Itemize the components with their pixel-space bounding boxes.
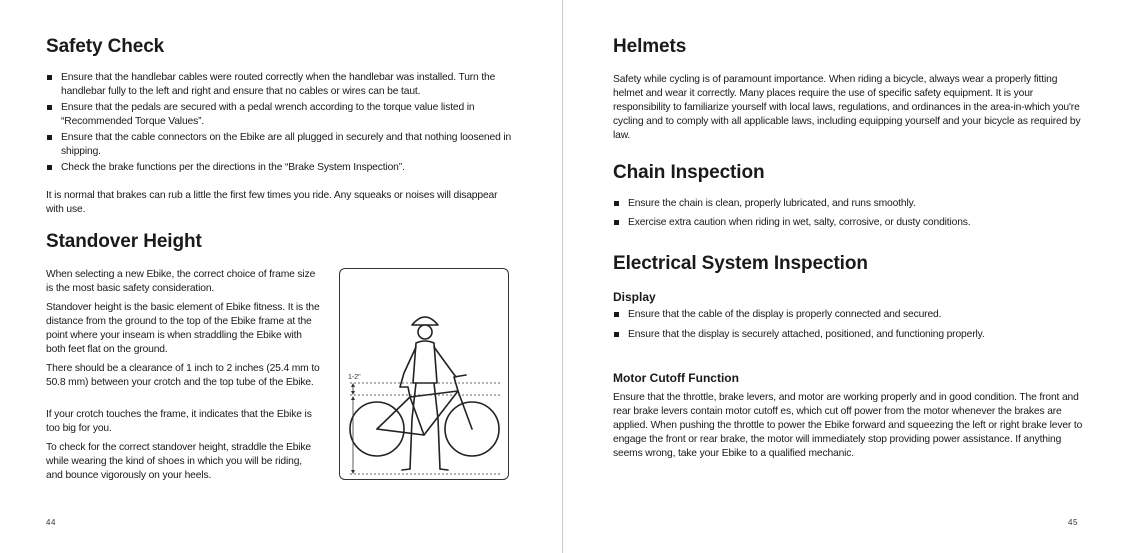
page-number: 44 xyxy=(46,518,56,527)
chain-inspection-heading: Chain Inspection xyxy=(613,162,765,183)
helmets-heading: Helmets xyxy=(613,36,687,57)
clearance-label: 1-2" xyxy=(348,374,361,381)
rider-on-bike-icon xyxy=(340,269,510,481)
left-page xyxy=(0,0,562,553)
list-item: Ensure that the cable connectors on the Ebike are all plugged in securely and that nothing loosened in shipping. xyxy=(46,131,516,159)
standover-paragraph: To check for the correct standover height, straddle the Ebike while wearing the kind of shoes in which you will be riding, and bounce vigorously on your heels. xyxy=(46,442,312,481)
standover-paragraph: Standover height is the basic element of Ebike fitness. It is the distance from the ground to the top of the Ebike frame at the point where your inseam is when straddling the Ebike with both feet flat on the ground. xyxy=(46,302,320,355)
motor-cutoff-text: Ensure that the throttle, brake levers, and motor are working properly and in good condition. The front and rear brake levers contain motor cutoff es, which cut off power from the motor whenever the brakes are applied. When pushing the throttle to power the Ebike forward and squeezing the left or right brake lever to engage the front or rear brake, the motor will immediately stop providing power assistance. If anything seems wrong, take your Ebike to a qualified mechanic. xyxy=(613,392,1083,459)
list-item: Check the brake functions per the directions in the “Brake System Inspection”. xyxy=(46,161,516,175)
standover-height-heading: Standover Height xyxy=(46,231,202,252)
display-list xyxy=(613,308,1083,344)
helmets-text: Safety while cycling is of paramount importance. When riding a bicycle, always wear a properly fitting helmet and wear it correctly. Many places require the use of specific safety equipment. It is your responsibility to familiarize yourself with local laws, regulations, and ordinances in the area-in-which you're cycling and to comply with all applicable laws, including equipping yourself and your bicycle as required by law. xyxy=(613,74,1081,141)
right-page xyxy=(564,0,1127,553)
chain-inspection-list xyxy=(613,197,1083,232)
safety-check-list xyxy=(46,71,516,177)
list-item: Ensure that the display is securely attached, positioned, and functioning properly. xyxy=(613,328,1083,342)
list-item: Ensure that the cable of the display is properly connected and secured. xyxy=(613,308,1083,322)
display-subheading: Display xyxy=(613,290,656,304)
list-item: Ensure the chain is clean, properly lubricated, and runs smoothly. xyxy=(613,197,1083,211)
electrical-system-heading: Electrical System Inspection xyxy=(613,253,868,274)
list-item: Ensure that the pedals are secured with a pedal wrench according to the torque value listed in “Recommended Torque Values”. xyxy=(46,101,516,129)
standover-paragraph: When selecting a new Ebike, the correct choice of frame size is the most basic safety consideration. xyxy=(46,269,316,294)
brake-note: It is normal that brakes can rub a little the first few times you ride. Any squeaks or noises will disappear with use. xyxy=(46,190,498,215)
list-item: Exercise extra caution when riding in wet, salty, corrosive, or dusty conditions. xyxy=(613,216,1083,230)
list-item: Ensure that the handlebar cables were routed correctly when the handlebar was installed. Turn the handlebar fully to the left and right and ensure that no cables or wires can be taut. xyxy=(46,71,516,99)
page-number: 45 xyxy=(1068,518,1078,527)
standover-paragraph: If your crotch touches the frame, it indicates that the Ebike is too big for you. xyxy=(46,409,312,434)
motor-cutoff-subheading: Motor Cutoff Function xyxy=(613,371,739,385)
standover-height-illustration xyxy=(339,268,509,480)
page-divider xyxy=(562,0,563,553)
standover-paragraph: There should be a clearance of 1 inch to 2 inches (25.4 mm to 50.8 mm) between your crotch and the top tube of the Ebike. xyxy=(46,363,320,388)
safety-check-heading: Safety Check xyxy=(46,36,165,57)
